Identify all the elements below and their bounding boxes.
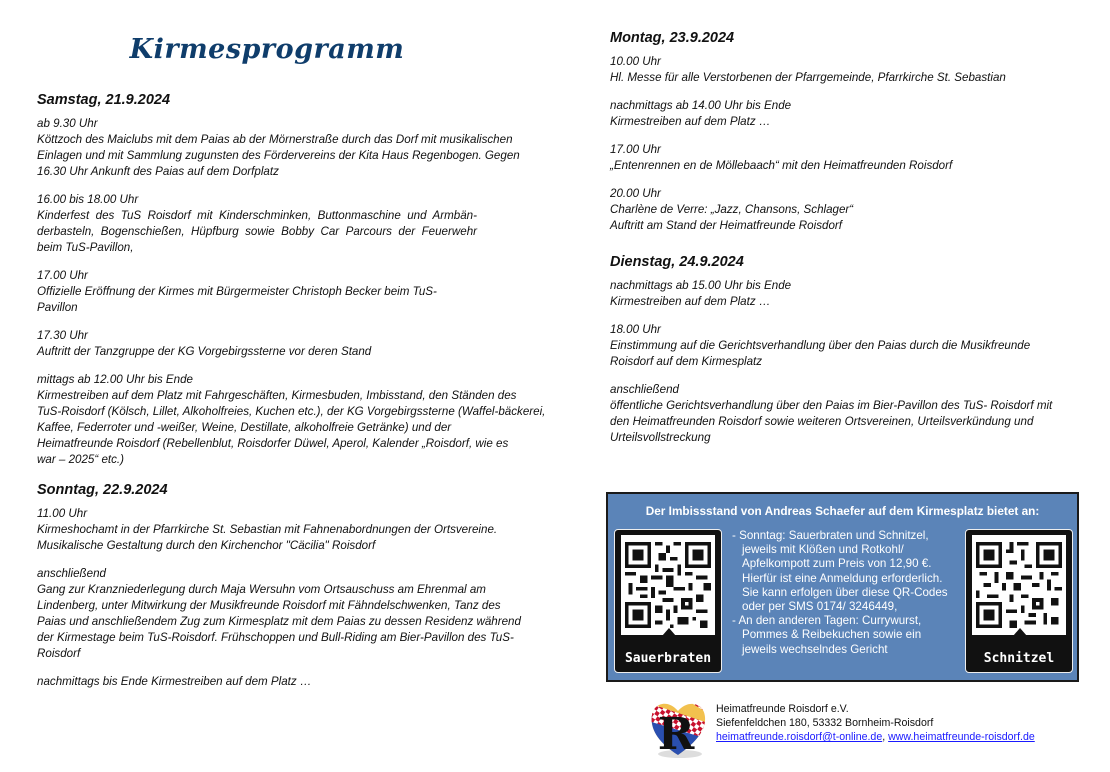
left-column bbox=[37, 28, 546, 702]
svg-text:R: R bbox=[657, 709, 695, 759]
event-text: Musikalische Gestaltung durch den Kirchenchor "Cäcilia" Roisdorf bbox=[37, 539, 376, 552]
postal-address: Siefenfeldchen 180, 53332 Bornheim-Roisdorf bbox=[716, 717, 934, 729]
offer-item: - An den anderen Tagen: Currywurst, Pommes & Reibekuchen sowie ein jeweils wechselndes Gericht bbox=[732, 614, 922, 656]
qr-code-icon bbox=[621, 535, 715, 635]
qr-code-sauerbraten[interactable] bbox=[614, 529, 722, 673]
event bbox=[37, 116, 537, 180]
event bbox=[37, 506, 537, 554]
event bbox=[37, 674, 537, 690]
pointer-notch bbox=[1013, 628, 1027, 636]
event-text: Kirmestreiben auf dem Platz mit Fahrgeschäften, Kirmesbuden, Imbisstand, den Ständen des bbox=[37, 389, 517, 402]
event-text: Kirmestreiben auf dem Platz … bbox=[610, 295, 771, 308]
event-text: Heimatfreunde Roisdorf (Rebellenblut, Roisdorfer Düwel, Aperol, Kalender „Roisdorf, wie es bbox=[37, 437, 509, 450]
event-text: „Entenrennen en de Möllebaach“ mit den Heimatfreunden Roisdorf bbox=[610, 159, 953, 172]
day-section-saturday bbox=[37, 90, 546, 468]
event bbox=[610, 54, 1080, 86]
heimatfreunde-logo-icon bbox=[648, 695, 708, 759]
email-link[interactable]: heimatfreunde.roisdorf@t-online.de bbox=[716, 731, 883, 743]
event bbox=[37, 192, 477, 256]
event-text: Auftritt am Stand der Heimatfreunde Roisdorf bbox=[610, 219, 842, 232]
event-text: Gang zur Kranzniederlegung durch Maja Wersuhn vom Ortsauschuss am Ehrenmal am bbox=[37, 583, 486, 596]
event-text: öffentliche Gerichtsverhandlung über den Paias im Bier-Pavillon des TuS- Roisdorf mit bbox=[610, 399, 1053, 412]
event-time: nachmittags bis Ende Kirmestreiben auf dem Platz … bbox=[37, 675, 312, 688]
day-section-sunday bbox=[37, 480, 537, 690]
qr-code-icon bbox=[972, 535, 1066, 635]
event-time: 10.00 Uhr bbox=[610, 55, 661, 68]
event-time: 17.00 Uhr bbox=[610, 143, 661, 156]
event-time: 11.00 Uhr bbox=[37, 507, 88, 520]
event-time: anschließend bbox=[37, 567, 106, 580]
imbiss-info-box bbox=[606, 492, 1079, 682]
event bbox=[610, 186, 1080, 234]
pointer-notch bbox=[662, 628, 676, 636]
event bbox=[610, 98, 1080, 130]
event-time: 16.00 bis 18.00 Uhr bbox=[37, 193, 139, 206]
event bbox=[37, 566, 537, 662]
event bbox=[610, 322, 1080, 370]
event-time: nachmittags ab 15.00 Uhr bis Ende bbox=[610, 279, 792, 292]
imbiss-offer-list bbox=[732, 529, 957, 657]
event bbox=[37, 372, 547, 468]
event-text: Pavillon bbox=[37, 301, 78, 314]
contact-address bbox=[716, 702, 1110, 744]
website-link[interactable]: www.heimatfreunde-roisdorf.de bbox=[888, 731, 1035, 743]
event-text: Lindenberg, unter Mitwirkung der Musikfreunde Roisdorf mit Fähndelschwenken, Tanz des bbox=[37, 599, 501, 612]
event-text: Roisdorf bbox=[37, 647, 81, 660]
event-text: Offizielle Eröffnung der Kirmes mit Bürgermeister Christoph Becker beim TuS- bbox=[37, 285, 437, 298]
event bbox=[37, 268, 537, 316]
qr-label: Schnitzel bbox=[983, 651, 1055, 666]
qr-code-schnitzel[interactable] bbox=[965, 529, 1073, 673]
event-text: derbasteln, Bogenschießen, Hüpfburg sowie Bobby Car Parcours der Feuerwehr bbox=[37, 225, 477, 238]
separator: , bbox=[882, 731, 889, 743]
day-section-monday bbox=[610, 28, 1080, 234]
event-text: Kirmestreiben auf dem Platz … bbox=[610, 115, 771, 128]
page-title: Kirmesprogramm bbox=[129, 34, 405, 65]
event-text: Einlagen und mit Sammlung zugunsten des Fördervereins der Kita Haus Regenbogen. Gegen bbox=[37, 149, 520, 162]
event-time: anschließend bbox=[610, 383, 679, 396]
event bbox=[610, 278, 1080, 310]
event bbox=[610, 382, 1080, 446]
qr-label: Sauerbraten bbox=[624, 651, 712, 666]
event-time: 17.30 Uhr bbox=[37, 329, 88, 342]
event-text: Kirmeshochamt in der Pfarrkirche St. Sebastian mit Fahnenabordnungen der Ortsvereine. bbox=[37, 523, 498, 536]
event-time: 18.00 Uhr bbox=[610, 323, 661, 336]
event-text: Hl. Messe für alle Verstorbenen der Pfarrgemeinde, Pfarrkirche St. Sebastian bbox=[610, 71, 1006, 84]
event-text: Einstimmung auf die Gerichtsverhandlung über den Paias durch die Musikfreunde bbox=[610, 339, 1031, 352]
imbiss-heading: Der Imbissstand von Andreas Schaefer auf dem Kirmesplatz bietet an: bbox=[645, 504, 1040, 518]
day-heading: Dienstag, 24.9.2024 bbox=[610, 254, 744, 270]
day-heading: Montag, 23.9.2024 bbox=[610, 30, 735, 46]
event-time: 20.00 Uhr bbox=[610, 187, 661, 200]
event-text: 16.30 Uhr Ankunft des Paias auf dem Dorfplatz bbox=[37, 165, 279, 178]
event-time: 17.00 Uhr bbox=[37, 269, 88, 282]
event-text: war – 2025“ etc.) bbox=[37, 453, 124, 466]
event-text: Kaffee, Federroter und -weißer, Weine, Destillate, alkoholfreie Getränke) und der bbox=[37, 421, 452, 434]
day-heading: Samstag, 21.9.2024 bbox=[37, 92, 171, 108]
event-text: Urteilsvollstreckung bbox=[610, 431, 711, 444]
offer-item: - Sonntag: Sauerbraten und Schnitzel, jeweils mit Klößen und Rotkohl/ Apfelkompott zum Preis von 12,90 €. Hierfür ist eine Anmeldung erforderlich. Sie kann erfolgen über diese QR-Codes oder per SMS 0174/ 3246449, bbox=[732, 529, 948, 614]
event-time: nachmittags ab 14.00 Uhr bis Ende bbox=[610, 99, 792, 112]
event bbox=[37, 328, 537, 360]
event-text: beim TuS-Pavillon, bbox=[37, 241, 134, 254]
event-text: Köttzoch des Maiclubs mit dem Paias ab der Mörnerstraße durch das Dorf mit musikalischen bbox=[37, 133, 513, 146]
day-section-tuesday bbox=[610, 252, 1080, 446]
event-text: den Heimatfreunden Roisdorf sowie weiteren Ortsvereinen, Urteilsverkündung und bbox=[610, 415, 1034, 428]
event-text: Kinderfest des TuS Roisdorf mit Kinderschminken, Buttonmaschine und Armbän- bbox=[37, 209, 477, 222]
event-time: ab 9.30 Uhr bbox=[37, 117, 98, 130]
org-name: Heimatfreunde Roisdorf e.V. bbox=[716, 703, 849, 715]
contact-links bbox=[716, 730, 1110, 744]
event-text: Roisdorf auf dem Kirmesplatz bbox=[610, 355, 763, 368]
event-time: mittags ab 12.00 Uhr bis Ende bbox=[37, 373, 193, 386]
event-text: Paias und anschließendem Zug zum Kirmesplatz mit dem Paias zu dessen Residenz während bbox=[37, 615, 521, 628]
event-text: TuS-Roisdorf (Kölsch, Lillet, Alkoholfreies, Kuchen etc.), der KG Vorgebirgssterne (Waffel-bäckerei, bbox=[37, 405, 546, 418]
event-text: der Kirmestage beim TuS-Roisdorf. Frühschoppen und Bull-Riding am Bier-Pavillon des TuS- bbox=[37, 631, 514, 644]
event bbox=[610, 142, 1080, 174]
event-text: Charlène de Verre: „Jazz, Chansons, Schlager“ bbox=[610, 203, 854, 216]
day-heading: Sonntag, 22.9.2024 bbox=[37, 482, 168, 498]
right-column bbox=[610, 28, 1080, 458]
event-text: Auftritt der Tanzgruppe der KG Vorgebirgssterne vor deren Stand bbox=[37, 345, 372, 358]
